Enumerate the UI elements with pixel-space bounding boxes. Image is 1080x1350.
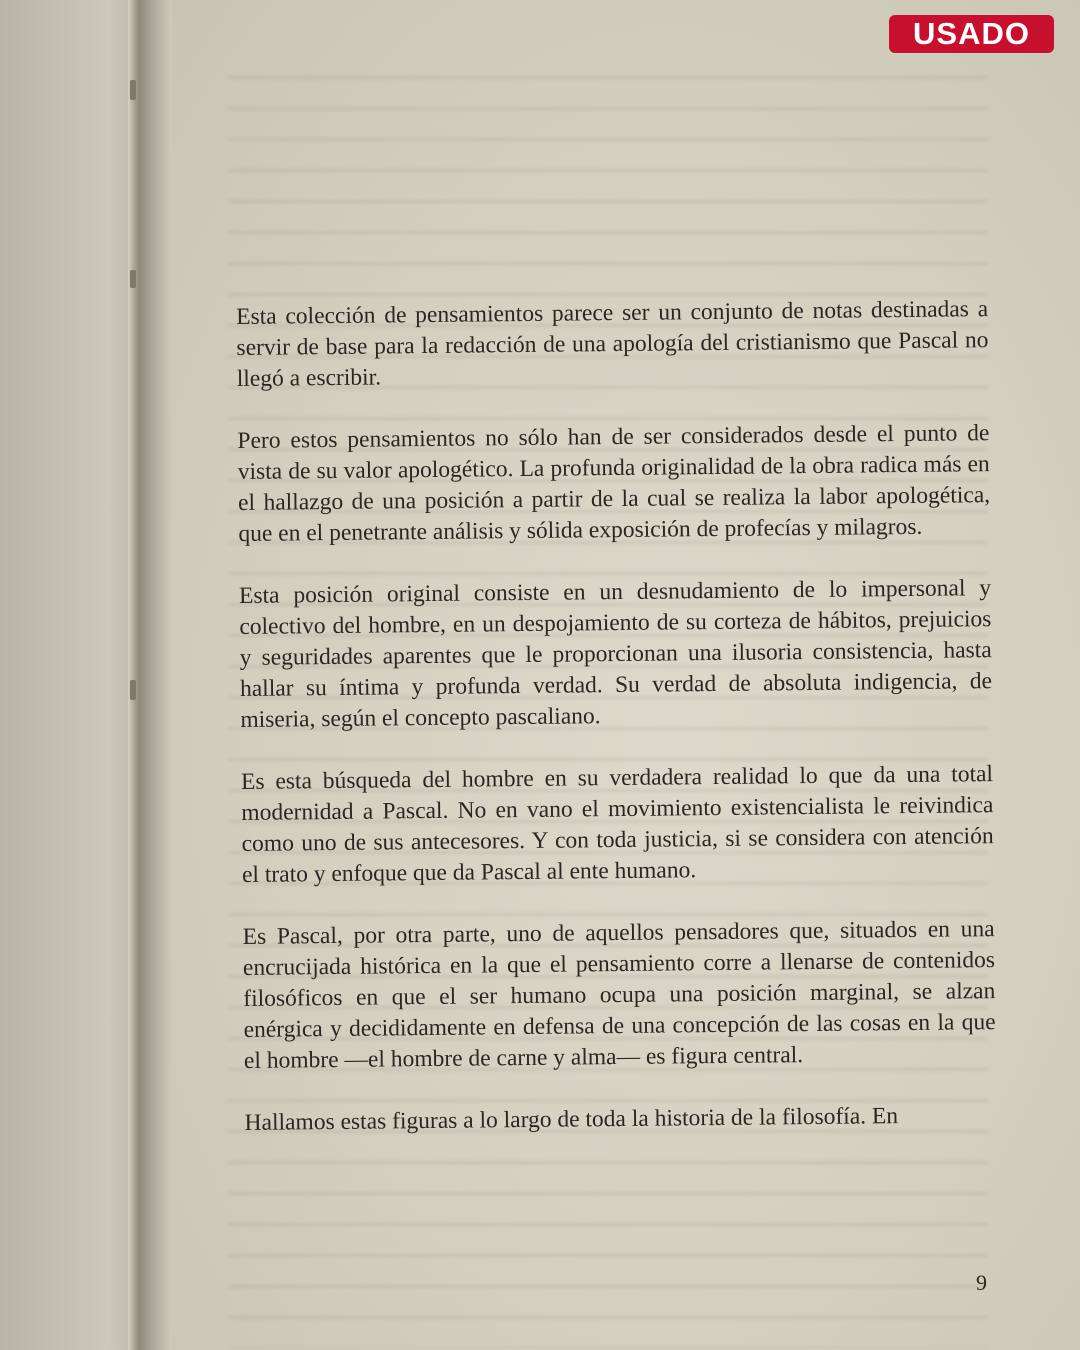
paragraph-4: Es esta búsqueda del hombre en su verdadera realidad lo que da una total modernidad a Pascal. No en vano el movimiento existencialista le reivindica como uno de sus antecesores. Y con toda justicia, si se considera con atención el trato y enfoque que da Pascal al ente humano. bbox=[240, 761, 994, 888]
book-gutter bbox=[140, 0, 174, 1350]
binding-stitch bbox=[130, 270, 136, 288]
paragraph-2: Pero estos pensamientos no sólo han de ser considerados desde el punto de vista de su valor apologético. La profunda originalidad de la obra radica más en el hallazgo de una posición a partir de la cual se realiza la labor apologética, que en el penetrante análisis y sólida exposición de profecías y milagros. bbox=[237, 420, 991, 547]
left-page-edge bbox=[128, 0, 140, 1350]
paragraph-6: Hallamos estas figuras a lo largo de toda la historia de la filosofía. En bbox=[244, 1103, 899, 1136]
paragraph-5: Es Pascal, por otra parte, uno de aquellos pensadores que, situados en una encrucijada histórica en la que el pensamiento corre a llenarse de contenidos filosóficos en que el ser humano ocupa una posición marginal, se alzan enérgica y decididamente en defensa de una concepción de las cosas en la que el hombre —el hombre de carne y alma— es figura central. bbox=[242, 916, 996, 1074]
binding-stitch bbox=[130, 680, 136, 700]
paragraph-3: Esta posición original consiste en un desnudamiento de lo impersonal y colectivo del hombre, en un despojamiento de su corteza de hábitos, prejuicios y seguridades aparentes que le proporcionan una ilusoria consistencia, hasta hallar su íntima y profunda verdad. Su verdad de absoluta indigencia, de miseria, según el concepto pascaliano. bbox=[238, 575, 993, 733]
binding-stitch bbox=[130, 80, 136, 100]
used-badge: USADO bbox=[889, 15, 1054, 53]
page-number: 9 bbox=[976, 1270, 987, 1295]
paragraph-1: Esta colección de pensamientos parece ser un conjunto de notas destinadas a servir de base para la redacción de una apología del cristianismo que Pascal no llegó a escribir. bbox=[236, 296, 989, 392]
left-page bbox=[0, 0, 135, 1350]
page-body-text bbox=[236, 294, 997, 1170]
